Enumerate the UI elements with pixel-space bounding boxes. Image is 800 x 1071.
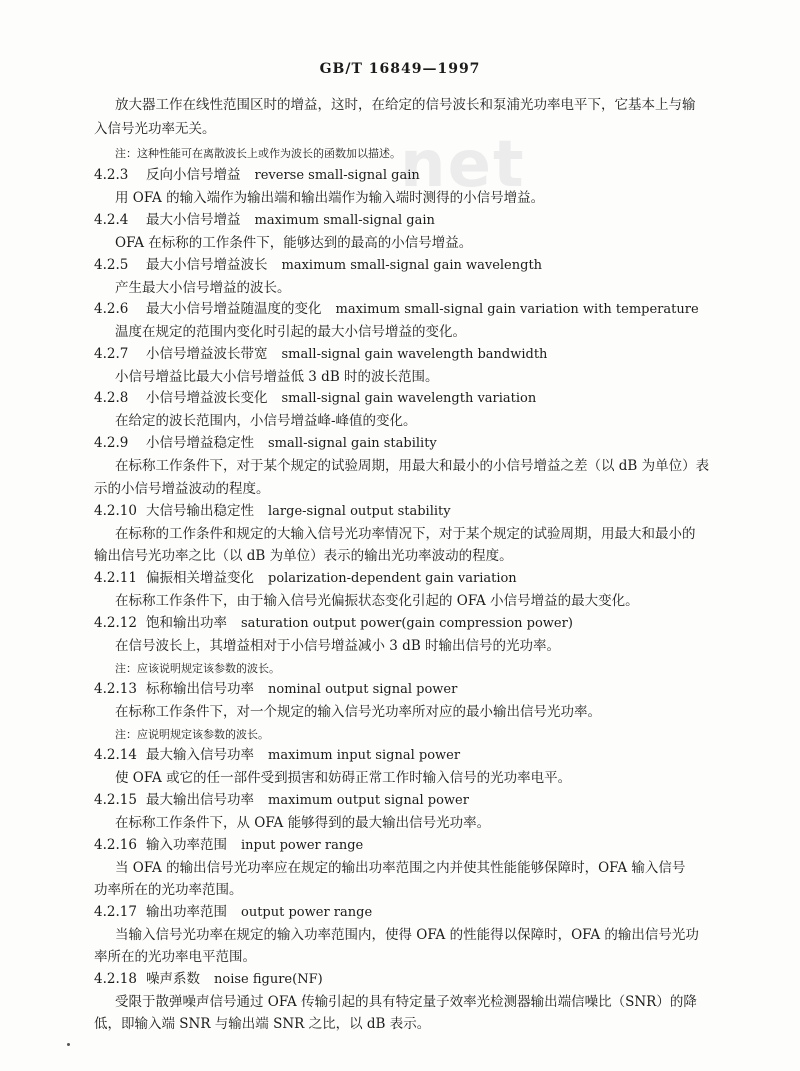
term-title-zh: 标称输出信号功率	[146, 681, 254, 697]
term-definition: OFA 在标称的工作条件下，能够达到的最高的小信号增益。	[115, 235, 473, 251]
term-definition: 小信号增益比最大小信号增益低 3 dB 时的波长范围。	[115, 369, 439, 385]
term-title-zh: 噪声系数	[146, 971, 200, 987]
term-title-zh: 小信号增益波长变化	[146, 390, 268, 406]
term-number: 4.2.16	[94, 837, 137, 853]
term-number: 4.2.15	[94, 792, 137, 808]
term-title-zh: 小信号增益波长带宽	[146, 346, 268, 362]
term-number: 4.2.11	[94, 570, 137, 586]
term-title-en: large-signal output stability	[268, 504, 451, 519]
term-definition: 用 OFA 的输入端作为输出端和输出端作为输入端时测得的小信号增益。	[115, 190, 545, 206]
term-heading	[94, 434, 437, 453]
term-title-zh: 反向小信号增益	[146, 167, 241, 183]
term-heading	[94, 345, 547, 364]
term-title-zh: 饱和输出功率	[146, 615, 227, 631]
term-number: 4.2.9	[94, 435, 129, 451]
term-definition: 功率所在的光功率范围。	[94, 882, 243, 898]
term-definition: 在标称的工作条件和规定的大输入信号光功率情况下，对于某个规定的试验周期，用最大和最小的	[115, 526, 696, 542]
page-header: GB/T 16849—1997	[319, 61, 481, 77]
term-title-en: maximum output signal power	[268, 793, 469, 808]
term-title-zh: 最大小信号增益	[146, 212, 241, 228]
term-title-zh: 小信号增益稳定性	[146, 435, 254, 451]
term-number: 4.2.14	[94, 747, 137, 763]
term-title-en: saturation output power(gain compression power)	[241, 616, 573, 631]
term-title-en: maximum small-signal gain variation with temperature	[335, 302, 699, 317]
term-heading	[94, 389, 536, 408]
term-definition: 在标称工作条件下，由于输入信号光偏振状态变化引起的 OFA 小信号增益的最大变化。	[115, 593, 639, 609]
term-definition: 率所在的光功率电平范围。	[94, 949, 256, 965]
term-heading	[94, 166, 420, 185]
term-heading	[94, 256, 542, 275]
intro-line: 放大器工作在线性范围区时的增益，这时，在给定的信号波长和泵浦光功率电平下，它基本上与输	[115, 97, 696, 113]
term-definition: 温度在规定的范围内变化时引起的最大小信号增益的变化。	[115, 324, 466, 340]
term-title-zh: 最大输出信号功率	[146, 792, 254, 808]
term-title-en: maximum input signal power	[268, 748, 461, 763]
term-definition: 低，即输入端 SNR 与输出端 SNR 之比，以 dB 表示。	[94, 1016, 431, 1032]
term-number: 4.2.4	[94, 212, 129, 228]
term-title-zh: 输出功率范围	[146, 904, 227, 920]
term-title-en: noise figure(NF)	[214, 972, 323, 987]
term-heading	[94, 300, 699, 319]
term-definition: 当输入信号光功率在规定的输入功率范围内，使得 OFA 的性能得以保障时，OFA 的输出信号光功	[115, 927, 699, 943]
term-number: 4.2.13	[94, 681, 137, 697]
term-definition: 受限于散弹噪声信号通过 OFA 传输引起的具有特定量子效率光检测器输出端信噪比（SNR）的降	[115, 994, 697, 1010]
term-title-en: maximum small-signal gain wavelength	[281, 258, 543, 273]
intro-line: 入信号光功率无关。	[94, 121, 216, 137]
term-number: 4.2.12	[94, 615, 137, 631]
term-number: 4.2.18	[94, 971, 137, 987]
term-heading	[94, 680, 457, 699]
term-title-zh: 大信号输出稳定性	[146, 503, 254, 519]
note: 注：这种性能可在离散波长上或作为波长的函数加以描述。	[115, 147, 401, 160]
term-definition: 示的小信号增益波动的程度。	[94, 481, 270, 497]
term-definition: 产生最大小信号增益的波长。	[115, 280, 291, 296]
note: 注：应该说明规定该参数的波长。	[115, 662, 280, 675]
term-heading	[94, 836, 363, 855]
term-number: 4.2.10	[94, 503, 137, 519]
scan-speck	[67, 1043, 70, 1046]
term-definition: 输出信号光功率之比（以 dB 为单位）表示的输出光功率波动的程度。	[94, 548, 513, 564]
term-number: 4.2.6	[94, 301, 129, 317]
term-definition: 在标称工作条件下，对一个规定的输入信号光功率所对应的最小输出信号光功率。	[115, 704, 601, 720]
term-definition: 使 OFA 或它的任一部件受到损害和妨碍正常工作时输入信号的光功率电平。	[115, 770, 572, 786]
term-definition: 在信号波长上，其增益相对于小信号增益减小 3 dB 时输出信号的光功率。	[115, 638, 561, 654]
watermark: net	[400, 128, 526, 202]
term-number: 4.2.3	[94, 167, 129, 183]
term-definition: 在给定的波长范围内，小信号增益峰-峰值的变化。	[115, 413, 417, 429]
term-heading	[94, 903, 372, 922]
term-title-zh: 输入功率范围	[146, 837, 227, 853]
term-title-en: small-signal gain wavelength bandwidth	[281, 347, 548, 362]
term-title-en: polarization-dependent gain variation	[268, 571, 517, 586]
term-title-zh: 最大输入信号功率	[146, 747, 254, 763]
term-title-en: maximum small-signal gain	[254, 213, 435, 228]
term-heading	[94, 746, 460, 765]
term-heading	[94, 502, 451, 521]
term-number: 4.2.17	[94, 904, 137, 920]
term-title-en: reverse small-signal gain	[254, 168, 420, 183]
term-title-en: small-signal gain stability	[268, 436, 437, 451]
term-title-en: input power range	[241, 838, 364, 853]
term-definition: 在标称工作条件下，从 OFA 能够得到的最大输出信号光功率。	[115, 815, 491, 831]
term-number: 4.2.7	[94, 346, 129, 362]
term-title-en: nominal output signal power	[268, 682, 458, 697]
term-heading	[94, 791, 469, 810]
term-definition: 在标称工作条件下，对于某个规定的试验周期，用最大和最小的小信号增益之差（以 dB 为单位）表	[115, 458, 710, 474]
term-title-en: small-signal gain wavelength variation	[281, 391, 537, 406]
term-heading	[94, 569, 517, 588]
term-title-en: output power range	[241, 905, 373, 920]
term-heading	[94, 614, 573, 633]
term-number: 4.2.8	[94, 390, 129, 406]
term-definition: 当 OFA 的输出信号光功率应在规定的输出功率范围之内并使其性能能够保障时，OFA 输入信号	[115, 860, 686, 876]
term-heading	[94, 970, 323, 989]
term-heading	[94, 211, 435, 230]
note: 注：应说明规定该参数的波长。	[115, 728, 269, 741]
term-number: 4.2.5	[94, 257, 129, 273]
term-title-zh: 最大小信号增益波长	[146, 257, 268, 273]
term-title-zh: 偏振相关增益变化	[146, 570, 254, 586]
term-title-zh: 最大小信号增益随温度的变化	[146, 301, 322, 317]
